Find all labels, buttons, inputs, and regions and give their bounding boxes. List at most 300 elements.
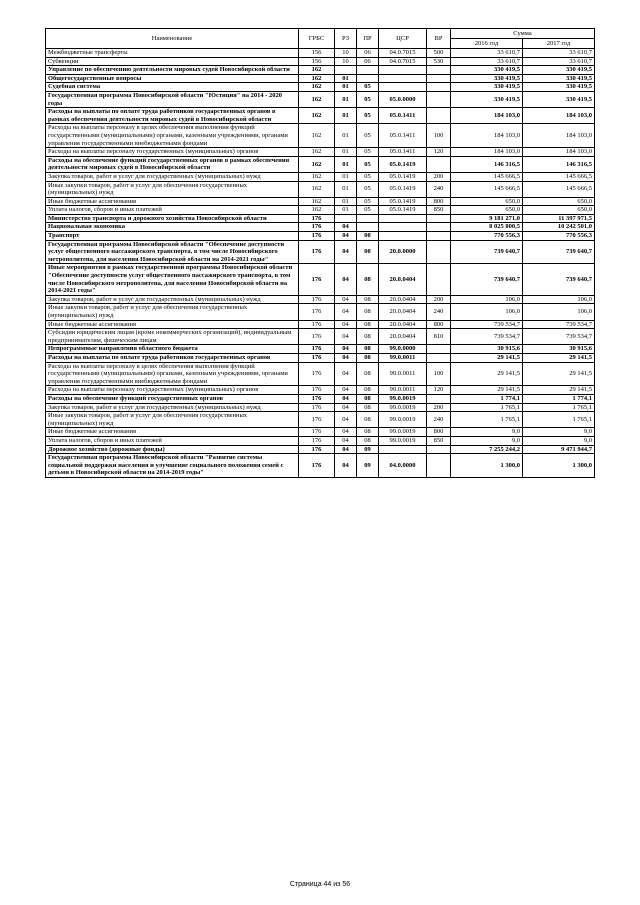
cell-csr: 99.0.0011: [379, 386, 427, 395]
cell-pr: 08: [357, 412, 379, 428]
cell-rz: 04: [335, 412, 357, 428]
header-csr: ЦСР: [379, 29, 427, 49]
cell-pr: 09: [357, 454, 379, 478]
cell-rz: 01: [335, 91, 357, 107]
cell-s2016: 33 610,7: [451, 49, 523, 58]
cell-grbs: 162: [299, 181, 335, 197]
cell-pr: 05: [357, 148, 379, 157]
cell-name: Управление по обеспечению деятельности мировых судей Новосибирской области: [46, 66, 299, 75]
cell-csr: 05.0.1411: [379, 108, 427, 124]
cell-grbs: 162: [299, 108, 335, 124]
cell-grbs: 162: [299, 148, 335, 157]
cell-grbs: 176: [299, 428, 335, 437]
table-row: [46, 386, 595, 395]
cell-s2017: 739 640,7: [523, 264, 595, 295]
cell-s2016: 30 915,6: [451, 345, 523, 354]
cell-pr: 08: [357, 264, 379, 295]
cell-s2017: 650,0: [523, 197, 595, 206]
cell-name: Государственная программа Новосибирской области "Юстиция" на 2014 - 2020 годы: [46, 91, 299, 107]
cell-name: Расходы на выплаты персоналу в целях обеспечения выполнения функций государственными (муниципальными) органами, казенными учреждениями, органами управления государственными внебюджетными фондами: [46, 124, 299, 148]
cell-s2017: 9,0: [523, 428, 595, 437]
cell-pr: 08: [357, 345, 379, 354]
cell-grbs: 176: [299, 304, 335, 320]
cell-s2016: 8 025 800,5: [451, 223, 523, 232]
cell-csr: 20.0.0404: [379, 264, 427, 295]
cell-s2017: 330 419,5: [523, 91, 595, 107]
table-row: [46, 436, 595, 445]
cell-csr: 20.0.0404: [379, 304, 427, 320]
cell-rz: 04: [335, 428, 357, 437]
cell-s2017: 30 915,6: [523, 345, 595, 354]
cell-rz: 01: [335, 148, 357, 157]
cell-grbs: 162: [299, 74, 335, 83]
cell-s2017: 33 610,7: [523, 49, 595, 58]
cell-rz: 04: [335, 353, 357, 362]
cell-s2016: 184 103,0: [451, 108, 523, 124]
cell-s2016: 184 103,0: [451, 124, 523, 148]
cell-rz: 04: [335, 295, 357, 304]
cell-pr: 05: [357, 83, 379, 92]
cell-grbs: 176: [299, 436, 335, 445]
cell-csr: 20.0.0404: [379, 329, 427, 345]
cell-csr: 05.0.1411: [379, 124, 427, 148]
cell-csr: 04.0.0000: [379, 454, 427, 478]
cell-s2016: 1 765,1: [451, 412, 523, 428]
cell-csr: [379, 214, 427, 223]
cell-vr: 200: [427, 403, 451, 412]
cell-grbs: 176: [299, 412, 335, 428]
cell-name: Иные бюджетные ассигнования: [46, 197, 299, 206]
table-row: [46, 353, 595, 362]
cell-csr: 99.0.0019: [379, 436, 427, 445]
table-row: [46, 83, 595, 92]
cell-vr: [427, 214, 451, 223]
cell-grbs: 162: [299, 156, 335, 172]
cell-s2017: 739 640,7: [523, 240, 595, 264]
cell-vr: [427, 232, 451, 241]
table-row: [46, 197, 595, 206]
cell-pr: 08: [357, 386, 379, 395]
cell-vr: [427, 223, 451, 232]
cell-csr: 99.0.0019: [379, 428, 427, 437]
cell-pr: [357, 214, 379, 223]
cell-s2017: 145 666,5: [523, 172, 595, 181]
cell-rz: 04: [335, 304, 357, 320]
cell-csr: 05.0.1419: [379, 156, 427, 172]
cell-grbs: 162: [299, 197, 335, 206]
cell-csr: [379, 66, 427, 75]
cell-rz: 04: [335, 403, 357, 412]
cell-s2017: 33 610,7: [523, 57, 595, 66]
cell-pr: 08: [357, 403, 379, 412]
cell-pr: 08: [357, 436, 379, 445]
table-row: [46, 49, 595, 58]
cell-name: Субсидии юридическим лицам (кроме некоммерческих организаций), индивидуальным предпринимателям, физическим лицам: [46, 329, 299, 345]
cell-vr: 240: [427, 181, 451, 197]
cell-grbs: 162: [299, 124, 335, 148]
cell-s2017: 145 666,5: [523, 181, 595, 197]
cell-name: Иные закупки товаров, работ и услуг для обеспечения государственных (муниципальных) нужд: [46, 412, 299, 428]
cell-name: Уплата налогов, сборов и иных платежей: [46, 436, 299, 445]
cell-grbs: 176: [299, 240, 335, 264]
cell-csr: 20.0.0404: [379, 320, 427, 329]
cell-s2017: 146 316,5: [523, 156, 595, 172]
cell-s2016: 9,0: [451, 436, 523, 445]
cell-s2016: 184 103,0: [451, 148, 523, 157]
budget-table: [45, 28, 595, 478]
cell-grbs: 176: [299, 295, 335, 304]
table-row: [46, 412, 595, 428]
cell-csr: 05.0.1419: [379, 181, 427, 197]
cell-name: Иные закупки товаров, работ и услуг для обеспечения государственных (муниципальных) нужд: [46, 181, 299, 197]
cell-csr: 05.0.1419: [379, 206, 427, 215]
cell-pr: 08: [357, 428, 379, 437]
cell-rz: 10: [335, 49, 357, 58]
table-row: [46, 148, 595, 157]
cell-rz: 04: [335, 445, 357, 454]
cell-s2016: 146 316,5: [451, 156, 523, 172]
cell-s2016: 145 666,5: [451, 172, 523, 181]
cell-s2017: 1 765,1: [523, 412, 595, 428]
table-row: [46, 240, 595, 264]
cell-s2016: 739 534,7: [451, 329, 523, 345]
table-row: [46, 206, 595, 215]
table-row: [46, 403, 595, 412]
cell-rz: [335, 214, 357, 223]
cell-grbs: 176: [299, 232, 335, 241]
cell-rz: 04: [335, 394, 357, 403]
cell-grbs: 176: [299, 320, 335, 329]
table-row: [46, 304, 595, 320]
cell-pr: 08: [357, 320, 379, 329]
cell-pr: 08: [357, 240, 379, 264]
cell-s2017: 650,0: [523, 206, 595, 215]
cell-pr: 06: [357, 49, 379, 58]
cell-name: Национальная экономика: [46, 223, 299, 232]
cell-csr: 99.0.0019: [379, 412, 427, 428]
table-row: [46, 345, 595, 354]
cell-s2016: 9,0: [451, 428, 523, 437]
cell-rz: 01: [335, 83, 357, 92]
cell-rz: 01: [335, 206, 357, 215]
cell-pr: 05: [357, 124, 379, 148]
table-row: [46, 232, 595, 241]
cell-csr: 99.0.0011: [379, 362, 427, 386]
cell-s2017: 770 556,3: [523, 232, 595, 241]
cell-s2016: 330 419,5: [451, 74, 523, 83]
cell-csr: [379, 74, 427, 83]
cell-grbs: 176: [299, 345, 335, 354]
header-2017: 2017 год: [523, 39, 595, 49]
cell-vr: [427, 353, 451, 362]
cell-name: Иные мероприятия в рамках государственной программы Новосибирской области "Обеспечение доступности услуг общественного пассажирского транспорта, в том числе Новосибирского метрополитена, для населения Новосибирской области на 2014-2021 годы": [46, 264, 299, 295]
table-body: [46, 49, 595, 478]
cell-name: Межбюджетные трансферты: [46, 49, 299, 58]
cell-vr: [427, 83, 451, 92]
cell-s2016: 29 141,5: [451, 386, 523, 395]
cell-name: Иные бюджетные ассигнования: [46, 428, 299, 437]
cell-name: Транспорт: [46, 232, 299, 241]
header-rz: РЗ: [335, 29, 357, 49]
cell-s2017: 739 534,7: [523, 329, 595, 345]
cell-csr: 99.0.0019: [379, 394, 427, 403]
cell-name: Расходы на обеспечение функций государственных органов: [46, 394, 299, 403]
cell-grbs: 176: [299, 394, 335, 403]
cell-vr: 120: [427, 148, 451, 157]
cell-s2017: 106,0: [523, 304, 595, 320]
cell-s2017: 1 300,0: [523, 454, 595, 478]
table-row: [46, 124, 595, 148]
cell-name: Закупка товаров, работ и услуг для государственных (муниципальных) нужд: [46, 172, 299, 181]
cell-rz: 04: [335, 362, 357, 386]
cell-pr: 05: [357, 206, 379, 215]
cell-vr: [427, 445, 451, 454]
cell-pr: 05: [357, 172, 379, 181]
table-row: [46, 214, 595, 223]
cell-rz: 01: [335, 74, 357, 83]
cell-vr: [427, 74, 451, 83]
cell-rz: 04: [335, 329, 357, 345]
cell-grbs: 176: [299, 386, 335, 395]
cell-rz: 01: [335, 156, 357, 172]
cell-s2017: 11 397 971,5: [523, 214, 595, 223]
cell-rz: 01: [335, 181, 357, 197]
cell-rz: 01: [335, 108, 357, 124]
cell-s2016: 29 141,5: [451, 362, 523, 386]
cell-s2017: 330 419,5: [523, 83, 595, 92]
cell-rz: [335, 66, 357, 75]
cell-csr: 99.0.0019: [379, 403, 427, 412]
cell-s2017: 184 103,0: [523, 124, 595, 148]
cell-pr: 05: [357, 156, 379, 172]
table-row: [46, 57, 595, 66]
cell-s2016: 330 419,5: [451, 66, 523, 75]
cell-name: Общегосударственные вопросы: [46, 74, 299, 83]
cell-s2016: 145 666,5: [451, 181, 523, 197]
table-row: [46, 394, 595, 403]
cell-csr: 05.0.0000: [379, 91, 427, 107]
cell-grbs: 162: [299, 83, 335, 92]
cell-pr: 08: [357, 353, 379, 362]
cell-s2017: 739 534,7: [523, 320, 595, 329]
table-row: [46, 295, 595, 304]
cell-name: Иные бюджетные ассигнования: [46, 320, 299, 329]
cell-grbs: 176: [299, 403, 335, 412]
cell-name: Закупка товаров, работ и услуг для государственных (муниципальных) нужд: [46, 403, 299, 412]
cell-s2016: 330 419,5: [451, 91, 523, 107]
cell-s2016: 739 640,7: [451, 240, 523, 264]
cell-grbs: 176: [299, 214, 335, 223]
cell-vr: 810: [427, 329, 451, 345]
header-sum: Сумма: [451, 29, 595, 39]
cell-s2016: 9 181 271,0: [451, 214, 523, 223]
cell-s2016: 1 300,0: [451, 454, 523, 478]
table-row: [46, 428, 595, 437]
table-row: [46, 66, 595, 75]
cell-vr: 120: [427, 386, 451, 395]
cell-name: Расходы на выплаты по оплате труда работников государственных органов в рамках обеспечения деятельности мировых судей в Новосибирской области: [46, 108, 299, 124]
cell-csr: [379, 445, 427, 454]
cell-vr: [427, 454, 451, 478]
cell-vr: 800: [427, 197, 451, 206]
cell-grbs: 176: [299, 353, 335, 362]
cell-name: Судебная система: [46, 83, 299, 92]
table-row: [46, 108, 595, 124]
cell-vr: 240: [427, 304, 451, 320]
cell-name: Уплата налогов, сборов и иных платежей: [46, 206, 299, 215]
table-row: [46, 181, 595, 197]
cell-s2016: 106,0: [451, 295, 523, 304]
cell-vr: 500: [427, 49, 451, 58]
cell-s2016: 106,0: [451, 304, 523, 320]
header-2016: 2016 год: [451, 39, 523, 49]
table-row: [46, 223, 595, 232]
cell-pr: 05: [357, 181, 379, 197]
cell-grbs: 176: [299, 362, 335, 386]
cell-pr: 05: [357, 108, 379, 124]
cell-rz: 01: [335, 172, 357, 181]
cell-pr: 09: [357, 445, 379, 454]
table-row: [46, 156, 595, 172]
cell-csr: [379, 83, 427, 92]
cell-vr: [427, 91, 451, 107]
cell-rz: 04: [335, 264, 357, 295]
cell-s2016: 330 419,5: [451, 83, 523, 92]
cell-s2016: 33 610,7: [451, 57, 523, 66]
cell-s2016: 650,0: [451, 206, 523, 215]
cell-s2017: 184 103,0: [523, 148, 595, 157]
header-name: Наименование: [46, 29, 299, 49]
cell-vr: 100: [427, 362, 451, 386]
cell-rz: 01: [335, 124, 357, 148]
cell-s2017: 29 141,5: [523, 386, 595, 395]
cell-pr: [357, 66, 379, 75]
cell-grbs: 162: [299, 206, 335, 215]
cell-grbs: 176: [299, 445, 335, 454]
cell-grbs: 156: [299, 49, 335, 58]
cell-vr: [427, 108, 451, 124]
cell-s2017: 1 765,1: [523, 403, 595, 412]
cell-vr: 240: [427, 412, 451, 428]
cell-csr: 04.0.7015: [379, 49, 427, 58]
table-row: [46, 329, 595, 345]
cell-pr: 08: [357, 295, 379, 304]
cell-vr: 800: [427, 428, 451, 437]
cell-vr: [427, 156, 451, 172]
cell-grbs: 176: [299, 223, 335, 232]
cell-vr: [427, 264, 451, 295]
cell-s2016: 739 640,7: [451, 264, 523, 295]
cell-rz: 10: [335, 57, 357, 66]
cell-vr: 200: [427, 172, 451, 181]
cell-name: Государственная программа Новосибирской области "Развитие системы социальной поддержки населения и улучшение социального положения семей с детьми в Новосибирской области на 2014-2019 годы": [46, 454, 299, 478]
cell-name: Субвенции: [46, 57, 299, 66]
cell-pr: 08: [357, 329, 379, 345]
cell-grbs: 176: [299, 329, 335, 345]
cell-vr: [427, 394, 451, 403]
cell-pr: 06: [357, 57, 379, 66]
cell-rz: 04: [335, 223, 357, 232]
cell-rz: 04: [335, 345, 357, 354]
cell-csr: [379, 232, 427, 241]
cell-grbs: 176: [299, 264, 335, 295]
cell-csr: [379, 223, 427, 232]
cell-csr: 99.0.0011: [379, 353, 427, 362]
cell-s2016: 739 534,7: [451, 320, 523, 329]
cell-s2017: 330 419,5: [523, 74, 595, 83]
cell-rz: 04: [335, 240, 357, 264]
cell-name: Непрограммные направления областного бюджета: [46, 345, 299, 354]
table-row: [46, 74, 595, 83]
cell-pr: 05: [357, 91, 379, 107]
cell-vr: 200: [427, 295, 451, 304]
cell-s2016: 7 255 244,2: [451, 445, 523, 454]
cell-vr: 850: [427, 436, 451, 445]
cell-rz: 04: [335, 436, 357, 445]
document-page: [45, 28, 594, 478]
cell-rz: 01: [335, 197, 357, 206]
cell-s2016: 29 141,5: [451, 353, 523, 362]
table-row: [46, 264, 595, 295]
cell-name: Иные закупки товаров, работ и услуг для обеспечения государственных (муниципальных) нужд: [46, 304, 299, 320]
cell-vr: [427, 66, 451, 75]
cell-rz: 04: [335, 454, 357, 478]
table-row: [46, 454, 595, 478]
cell-rz: 04: [335, 386, 357, 395]
cell-vr: [427, 240, 451, 264]
cell-pr: 08: [357, 394, 379, 403]
cell-name: Государственная программа Новосибирской области "Обеспечение доступности услуг общественного пассажирского транспорта, в том числе Новосибирского метрополитена, для населения Новосибирской области на 2014-2021 годы": [46, 240, 299, 264]
cell-s2017: 10 242 501,0: [523, 223, 595, 232]
cell-pr: 08: [357, 232, 379, 241]
cell-vr: 800: [427, 320, 451, 329]
cell-csr: 05.0.1419: [379, 197, 427, 206]
cell-s2017: 184 103,0: [523, 108, 595, 124]
cell-s2016: 650,0: [451, 197, 523, 206]
cell-name: Расходы на выплаты персоналу государственных (муниципальных) органов: [46, 148, 299, 157]
cell-csr: 20.0.0404: [379, 295, 427, 304]
cell-name: Дорожное хозяйство (дорожные фонды): [46, 445, 299, 454]
cell-s2016: 1 774,1: [451, 394, 523, 403]
cell-s2017: 106,0: [523, 295, 595, 304]
cell-grbs: 162: [299, 91, 335, 107]
cell-name: Расходы на выплаты по оплате труда работников государственных органов: [46, 353, 299, 362]
cell-csr: 99.0.0000: [379, 345, 427, 354]
cell-grbs: 156: [299, 57, 335, 66]
cell-s2017: 1 774,1: [523, 394, 595, 403]
cell-grbs: 162: [299, 66, 335, 75]
cell-s2017: 29 141,5: [523, 353, 595, 362]
page-footer: Страница 44 из 56: [289, 881, 351, 888]
table-row: [46, 91, 595, 107]
cell-pr: 08: [357, 362, 379, 386]
cell-name: Министерство транспорта и дорожного хозяйства Новосибирской области: [46, 214, 299, 223]
header-vr: ВР: [427, 29, 451, 49]
cell-s2017: 29 141,5: [523, 362, 595, 386]
cell-pr: [357, 223, 379, 232]
cell-name: Расходы на выплаты персоналу в целях обеспечения выполнения функций государственными (муниципальными) органами, казенными учреждениями, органами управления государственными внебюджетными фондами: [46, 362, 299, 386]
cell-rz: 04: [335, 232, 357, 241]
header-grbs: ГРБС: [299, 29, 335, 49]
cell-s2017: 9,0: [523, 436, 595, 445]
cell-csr: 04.0.7015: [379, 57, 427, 66]
table-row: [46, 445, 595, 454]
cell-grbs: 162: [299, 172, 335, 181]
cell-rz: 04: [335, 320, 357, 329]
table-row: [46, 362, 595, 386]
cell-pr: 08: [357, 304, 379, 320]
cell-csr: 05.0.1411: [379, 148, 427, 157]
